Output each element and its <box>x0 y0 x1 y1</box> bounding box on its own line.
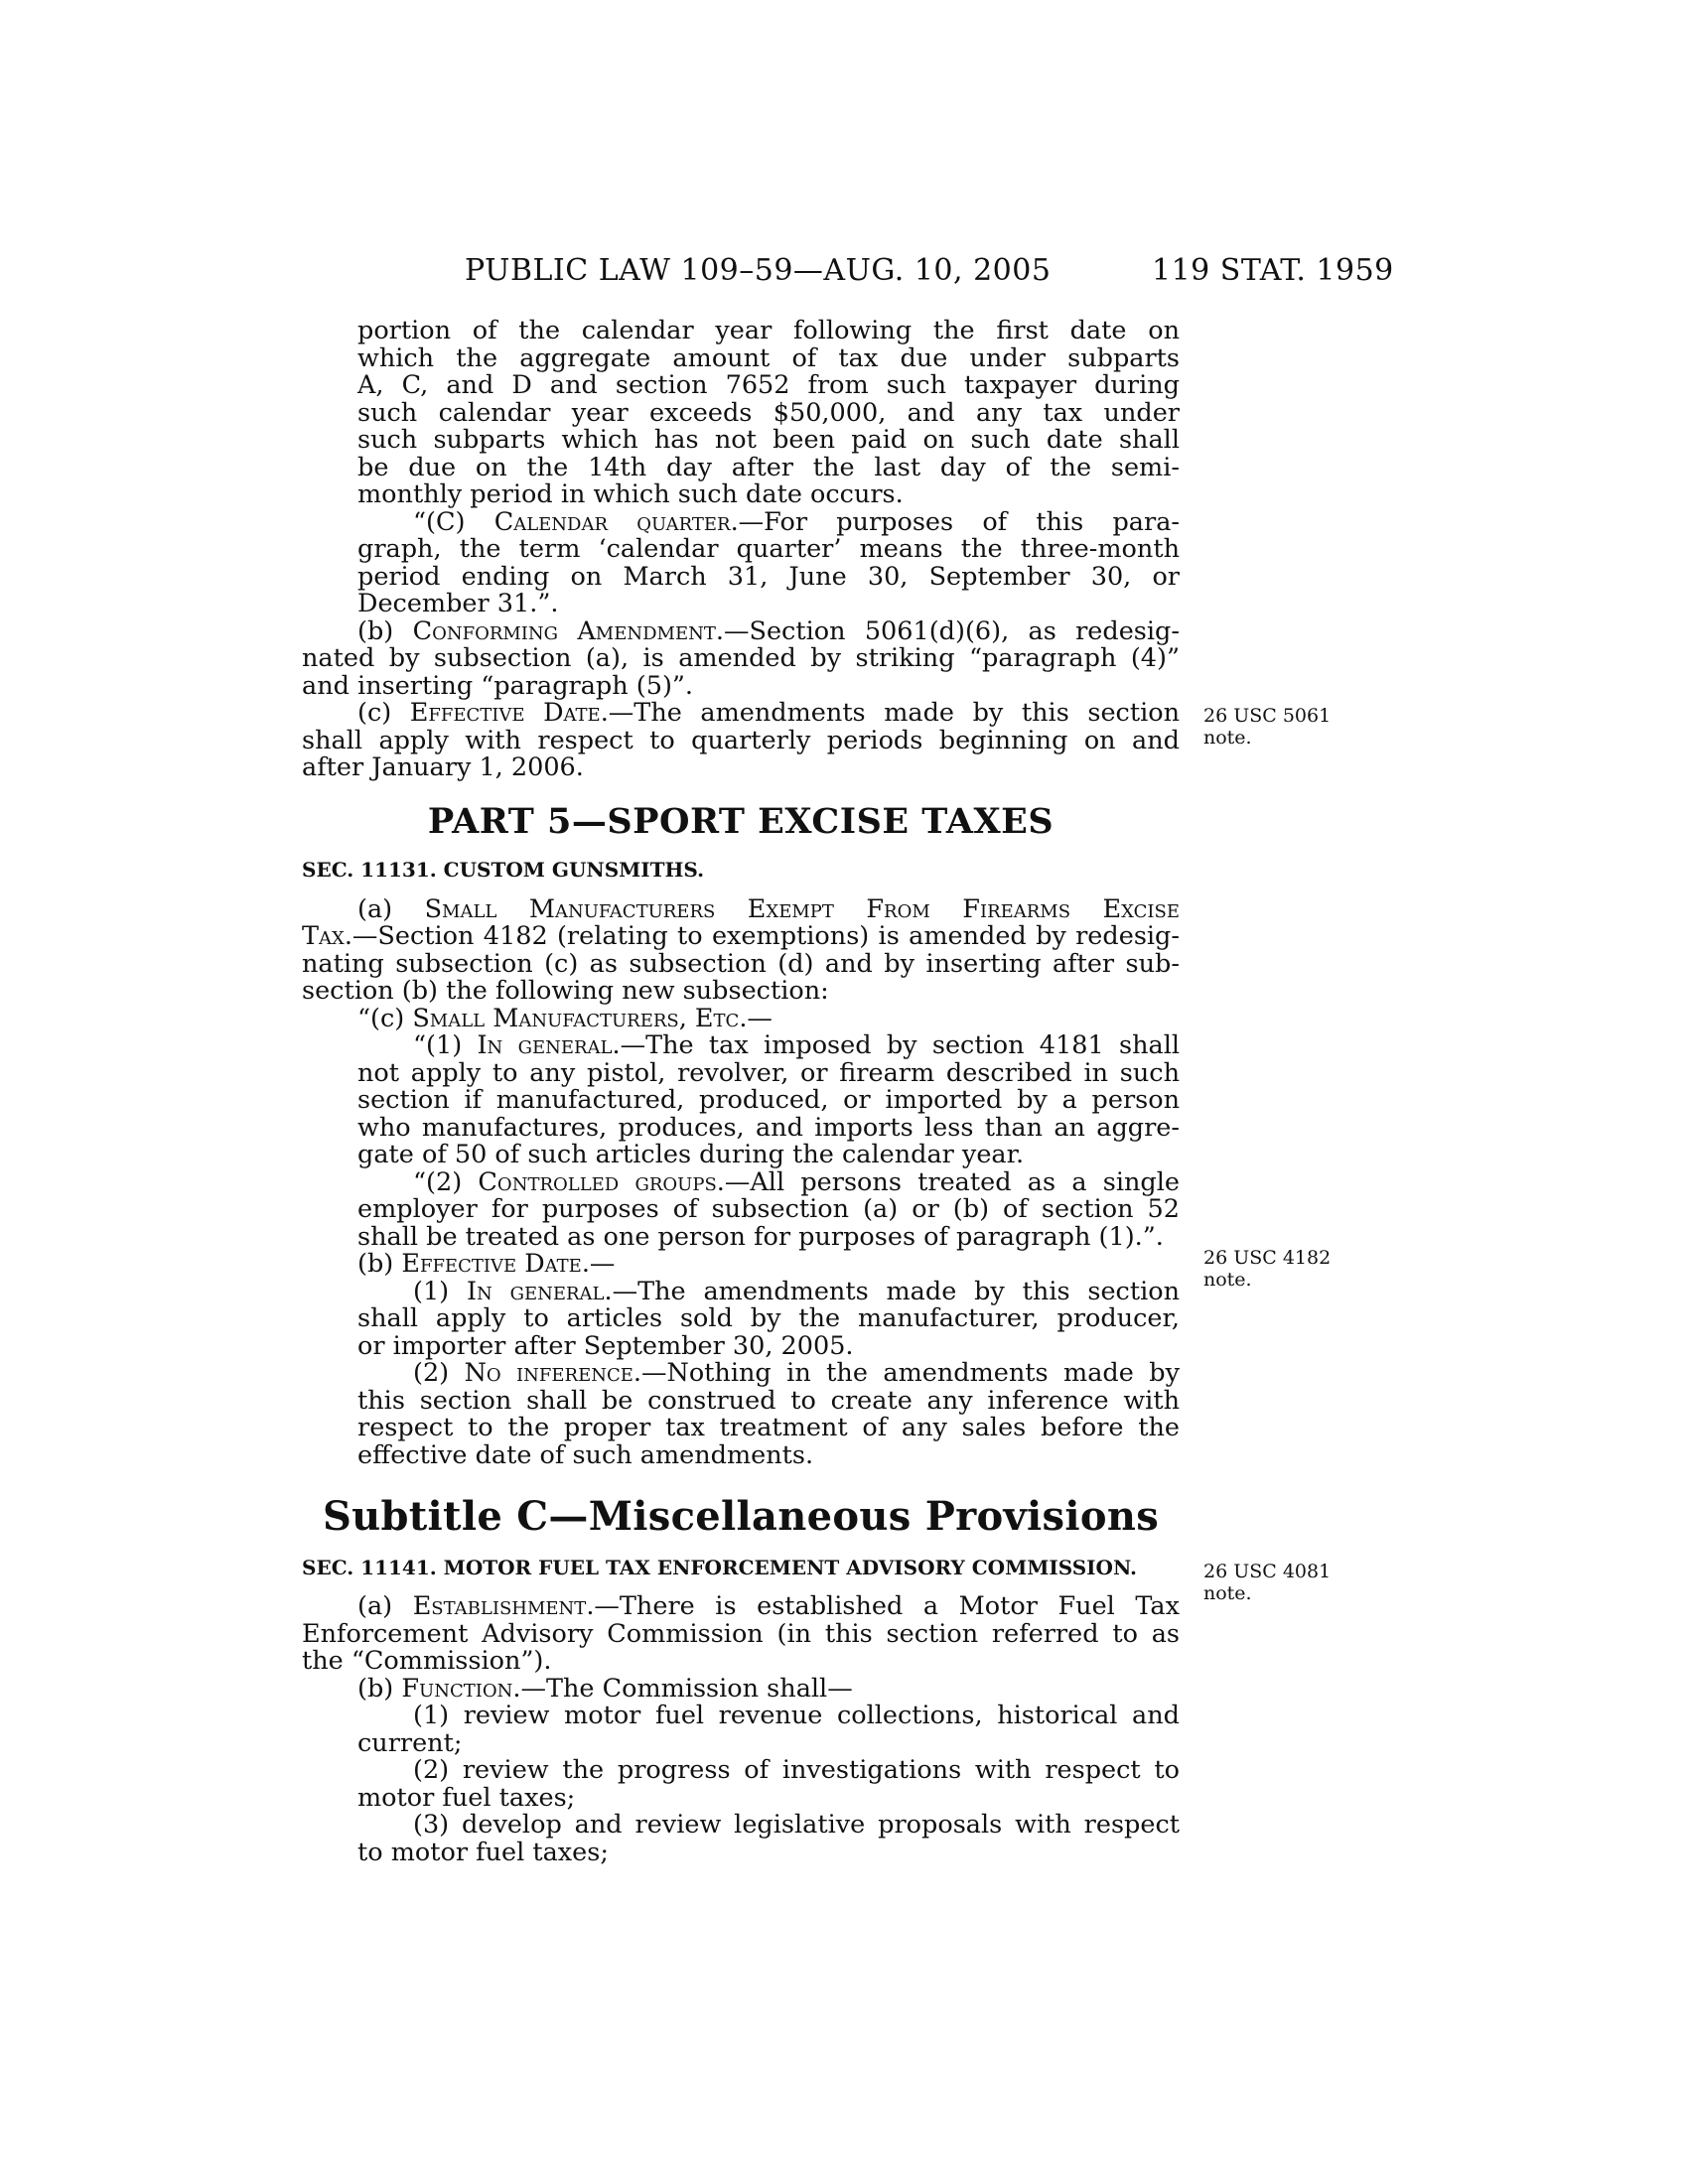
text-line: shall be treated as one person for purposes of paragraph (1).”. <box>357 1221 1164 1252</box>
paragraph-label: (2) <box>413 1358 450 1388</box>
paragraph-text: .—The amendments made by this section <box>600 698 1180 728</box>
paragraph-text: .—All persons treated as a single <box>716 1166 1181 1197</box>
paragraph-text: .—The amendments made by this section <box>604 1276 1181 1306</box>
text-line: section if manufactured, produced, or imported by a person <box>357 1085 1180 1115</box>
paragraph-heading: Small Manufacturers, Etc <box>412 1003 740 1033</box>
subtitle-heading: Subtitle C—Miscellaneous Provisions <box>322 1493 1160 1540</box>
text-line: section (b) the following new subsection: <box>302 976 829 1006</box>
margin-note-suffix: note. <box>1203 1582 1252 1604</box>
text-line: which the aggregate amount of tax due under subparts <box>357 342 1180 373</box>
paragraph-heading: Calendar quarter <box>493 506 731 537</box>
text-line: shall apply to articles sold by the manufacturer, producer, <box>357 1303 1180 1333</box>
calendar-quarter-paragraph <box>357 506 1181 618</box>
text-line: motor fuel taxes; <box>357 1782 576 1813</box>
margin-note-citation: 26 USC 4182 <box>1203 1247 1332 1269</box>
text-line: to motor fuel taxes; <box>357 1837 609 1867</box>
paragraph-text: .—There is established a Motor Fuel Tax <box>586 1591 1180 1621</box>
paragraph-text: .—Section 5061(d)(6), as redesig- <box>715 615 1180 646</box>
paragraph-heading: Small Manufacturers Exempt From Firearms Excise <box>424 893 1180 924</box>
text-line: not apply to any pistol, revolver, or firearm described in such <box>357 1057 1180 1088</box>
paragraph-label: (1) <box>413 1276 450 1306</box>
paragraph-label: (c) <box>357 698 392 728</box>
paragraph-text: .—Section 4182 (relating to exemptions) is amended by redesig- <box>344 921 1180 951</box>
text-line: or importer after September 30, 2005. <box>357 1330 854 1361</box>
text-line: after January 1, 2006. <box>302 752 584 782</box>
section-heading: SEC. 11131. CUSTOM GUNSMITHS. <box>302 858 705 882</box>
paragraph-heading: Establishment <box>412 1591 587 1621</box>
function-item <box>357 1757 1180 1812</box>
text-line <box>302 615 1180 646</box>
text-line <box>302 1593 1180 1621</box>
running-header-title: PUBLIC LAW 109–59—AUG. 10, 2005 <box>465 253 1052 288</box>
text-line: such subparts which has not been paid on such date shall <box>357 425 1180 455</box>
text-line <box>357 1032 1180 1060</box>
text-line: A, C, and D and section 7652 from such taxpayer during <box>357 370 1180 400</box>
paragraph-text: .—The Commission shall— <box>512 1673 853 1704</box>
paragraph-text: .— <box>739 1003 773 1033</box>
part-heading: PART 5—SPORT EXCISE TAXES <box>427 800 1055 842</box>
text-line: graph, the term ‘calendar quarter’ means the three-month <box>357 534 1180 564</box>
continuation-paragraph <box>357 318 1180 509</box>
no-inference-paragraph <box>357 1360 1180 1469</box>
text-line <box>302 893 1180 924</box>
paragraph-text: .—The tax imposed by section 4181 shall <box>612 1030 1181 1060</box>
paragraph-heading: Tax <box>302 921 345 951</box>
effective-date-paragraph <box>302 700 1180 782</box>
paragraph-label: (a) <box>357 893 393 924</box>
section-heading: SEC. 11141. MOTOR FUEL TAX ENFORCEMENT ADVISORY COMMISSION. <box>302 1555 1137 1579</box>
text-line <box>357 506 1181 537</box>
paragraph-label: (b) <box>357 1673 394 1704</box>
running-header-stat-page: 119 STAT. 1959 <box>1152 253 1394 288</box>
effective-in-general-paragraph <box>357 1276 1181 1361</box>
margin-note-suffix: note. <box>1203 1269 1252 1291</box>
text-line: gate of 50 of such articles during the calendar year. <box>357 1140 1025 1169</box>
text-line: (2) review the progress of investigations with respect to <box>413 1755 1180 1785</box>
text-line: effective date of such amendments. <box>357 1439 814 1470</box>
text-line: Enforcement Advisory Commission (in this section referred to as <box>302 1618 1180 1649</box>
text-line <box>357 1276 1181 1306</box>
paragraph-heading: Effective Date <box>401 1249 582 1279</box>
conforming-amendment-paragraph <box>302 615 1180 701</box>
paragraph-heading: No inference <box>464 1358 633 1388</box>
margin-note-citation: 26 USC 5061 <box>1203 705 1332 727</box>
paragraph-label: “(C) <box>413 506 466 537</box>
paragraph-label: (b) <box>357 1249 394 1279</box>
text-line: the “Commission”). <box>302 1646 552 1676</box>
text-line: current; <box>357 1727 463 1758</box>
margin-note-citation: 26 USC 4081 <box>1203 1561 1332 1582</box>
paragraph-heading: Conforming Amendment <box>412 615 716 646</box>
paragraph-text: .—Nothing in the amendments made by <box>633 1358 1180 1388</box>
text-line: respect to the proper tax treatment of any sales before the <box>357 1413 1180 1442</box>
text-line: and inserting “paragraph (5)”. <box>302 670 694 701</box>
function-item <box>357 1812 1180 1866</box>
text-line: monthly period in which such date occurs. <box>357 479 904 509</box>
text-line: (3) develop and review legislative proposals with respect <box>413 1810 1180 1840</box>
text-line: be due on the 14th day after the last day of the semi- <box>357 452 1180 482</box>
paragraph-text: .— <box>581 1249 616 1279</box>
text-line: this section shall be construed to create any inference with <box>357 1385 1180 1416</box>
text-line <box>302 700 1180 728</box>
controlled-groups-paragraph <box>357 1166 1181 1252</box>
paragraph-label: “(1) <box>413 1030 463 1060</box>
margin-note <box>1203 705 1331 749</box>
text-line: period ending on March 31, June 30, September 30, or <box>357 561 1180 592</box>
text-line: (1) review motor fuel revenue collections, historical and <box>413 1701 1180 1730</box>
text-line: portion of the calendar year following the first date on <box>357 316 1180 345</box>
margin-note <box>1203 1247 1331 1291</box>
margin-note <box>1203 1561 1331 1604</box>
text-line: December 31.”. <box>357 589 559 618</box>
paragraph-label: “(c) <box>357 1003 405 1033</box>
paragraph-heading: Controlled groups <box>478 1166 717 1197</box>
paragraph-heading: Function <box>401 1673 513 1704</box>
paragraph-label: (b) <box>357 615 394 646</box>
text-line: nating subsection (c) as subsection (d) and by inserting after sub- <box>302 948 1180 979</box>
function-heading <box>302 1673 1180 1704</box>
function-item <box>357 1703 1180 1757</box>
paragraph-label: “(2) <box>413 1166 463 1197</box>
margin-note-suffix: note. <box>1203 727 1252 749</box>
establishment-paragraph <box>302 1593 1180 1676</box>
paragraph-text: .—For purposes of this para- <box>730 506 1181 537</box>
text-line: such calendar year exceeds $50,000, and any tax under <box>357 397 1180 428</box>
text-line: shall apply with respect to quarterly periods beginning on and <box>302 725 1180 755</box>
paragraph-label: (a) <box>357 1591 393 1621</box>
effective-date-heading <box>302 1251 1180 1279</box>
paragraph-heading: In general <box>466 1276 605 1306</box>
paragraph-heading: Effective Date <box>409 698 601 728</box>
small-manufacturers-paragraph <box>302 893 1180 1006</box>
in-general-paragraph <box>357 1032 1180 1169</box>
text-line <box>302 923 1180 951</box>
text-line: employer for purposes of subsection (a) or (b) of section 52 <box>357 1194 1180 1224</box>
text-line <box>357 1166 1181 1197</box>
page-body <box>302 318 1180 1866</box>
text-line: who manufactures, produces, and imports less than an aggre- <box>357 1112 1180 1143</box>
paragraph-heading: In general <box>477 1030 613 1060</box>
inserted-subsection-heading <box>302 1003 1180 1033</box>
text-line <box>357 1360 1180 1388</box>
text-line: nated by subsection (a), is amended by striking “paragraph (4)” <box>302 643 1180 673</box>
